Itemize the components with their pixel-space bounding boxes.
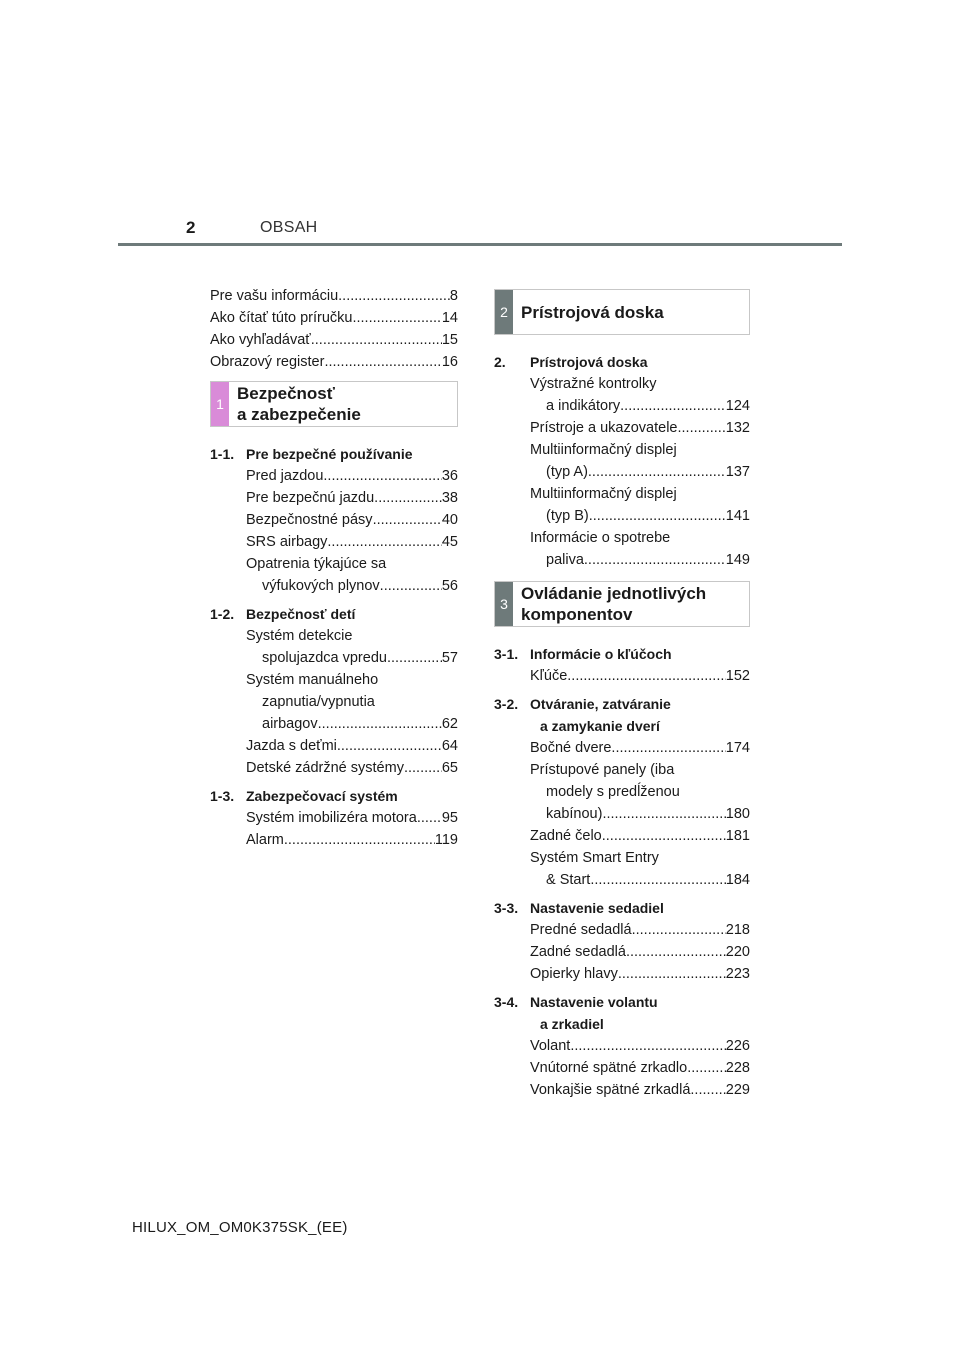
entry-page: 40 bbox=[441, 512, 458, 528]
entry-page: 180 bbox=[725, 806, 750, 822]
toc-entry-block[interactable] bbox=[494, 527, 750, 571]
entry-page: 218 bbox=[725, 922, 750, 938]
toc-entry[interactable] bbox=[210, 531, 458, 553]
section-box-2 bbox=[494, 289, 750, 335]
chapter-number: 3-4. bbox=[494, 994, 519, 1010]
toc-left-column bbox=[210, 285, 458, 851]
dot-leader bbox=[590, 869, 725, 891]
entry-page: 119 bbox=[434, 832, 458, 848]
entry-page: 56 bbox=[441, 578, 458, 594]
section-title-line: komponentov bbox=[521, 605, 633, 624]
entry-page: 132 bbox=[725, 420, 750, 436]
entry-title-line: Systém detekcie bbox=[246, 628, 353, 644]
header-rule bbox=[118, 243, 842, 246]
toc-entry[interactable] bbox=[494, 941, 750, 963]
entry-title: Vonkajšie spätné zrkadlá bbox=[530, 1082, 691, 1098]
entry-title-line: zapnutia/vypnutia bbox=[262, 694, 375, 710]
entry-page: 65 bbox=[441, 760, 458, 776]
chapter-number: 1-1. bbox=[210, 446, 235, 462]
entry-title: (typ A) bbox=[546, 464, 588, 480]
entry-page: 220 bbox=[725, 944, 750, 960]
toc-entry-block[interactable] bbox=[494, 1035, 750, 1057]
dot-leader bbox=[678, 417, 726, 439]
chapter-number: 3-2. bbox=[494, 696, 519, 712]
dot-leader bbox=[374, 487, 442, 509]
header-title: OBSAH bbox=[260, 219, 318, 236]
entry-page: 8 bbox=[449, 288, 458, 304]
toc-entry[interactable] bbox=[494, 461, 750, 483]
toc-entry-block[interactable] bbox=[494, 373, 750, 417]
section-title bbox=[513, 290, 672, 334]
toc-entry-block[interactable] bbox=[494, 759, 750, 825]
entry-title: Obrazový register bbox=[210, 354, 325, 370]
entry-title: Kľúče bbox=[530, 668, 568, 684]
chapter-title: Pre bezpečné používanie bbox=[246, 446, 413, 462]
page-header bbox=[0, 0, 960, 250]
toc-entry-block[interactable] bbox=[210, 465, 458, 487]
toc-entry-block[interactable] bbox=[494, 439, 750, 483]
dot-leader bbox=[417, 807, 442, 829]
entry-page: 226 bbox=[725, 1038, 750, 1054]
toc-entry[interactable] bbox=[494, 963, 750, 985]
toc-entry[interactable] bbox=[494, 803, 750, 825]
toc-right-column bbox=[494, 289, 750, 1101]
toc-entry[interactable] bbox=[210, 735, 458, 757]
toc-entry[interactable] bbox=[210, 487, 458, 509]
toc-entry-block[interactable] bbox=[494, 483, 750, 527]
entry-page: 124 bbox=[725, 398, 750, 414]
chapter-heading bbox=[494, 643, 750, 665]
chapter-heading bbox=[494, 693, 750, 715]
entry-page: 184 bbox=[725, 872, 750, 888]
dot-leader bbox=[584, 549, 726, 571]
toc-entry-block[interactable] bbox=[210, 669, 458, 735]
dot-leader bbox=[618, 963, 726, 985]
entry-title: výfukových plynov bbox=[262, 578, 380, 594]
entry-page: 228 bbox=[725, 1060, 750, 1076]
dot-leader bbox=[404, 757, 442, 779]
entry-title: Ako vyhľadávať bbox=[210, 332, 311, 348]
toc-entry-block[interactable] bbox=[494, 825, 750, 847]
toc-entry-block[interactable] bbox=[210, 509, 458, 531]
section-title-line: Prístrojová doska bbox=[521, 302, 664, 322]
toc-entry-block[interactable] bbox=[494, 417, 750, 439]
chapter-title: Prístrojová doska bbox=[530, 354, 648, 370]
section-title bbox=[513, 582, 714, 626]
entry-page: 223 bbox=[725, 966, 750, 982]
chapter-heading bbox=[494, 351, 750, 373]
entry-page: 181 bbox=[725, 828, 750, 844]
entry-title-line: modely s predĺženou bbox=[546, 784, 680, 800]
dot-leader bbox=[626, 941, 726, 963]
toc-entry[interactable] bbox=[210, 713, 458, 735]
toc-entry[interactable] bbox=[494, 919, 750, 941]
section-title-line: Ovládanie jednotlivých bbox=[521, 584, 707, 603]
entry-title: Bočné dvere bbox=[530, 740, 612, 756]
entry-page: 64 bbox=[441, 738, 458, 754]
toc-entry[interactable] bbox=[494, 737, 750, 759]
toc-entry[interactable] bbox=[494, 825, 750, 847]
chapter-heading bbox=[210, 785, 458, 807]
chapter-number: 1-3. bbox=[210, 788, 235, 804]
entry-title-line: Prístupové panely (iba bbox=[530, 762, 675, 778]
toc-entry[interactable] bbox=[210, 829, 458, 851]
section-number-tab: 1 bbox=[211, 382, 229, 426]
chapter-title: Otváranie, zatváranie bbox=[530, 696, 671, 712]
dot-leader bbox=[620, 395, 726, 417]
chapter-heading-cont bbox=[494, 715, 750, 737]
entry-page: 36 bbox=[441, 468, 458, 484]
entry-title-line: Systém manuálneho bbox=[246, 672, 379, 688]
toc-entry-block[interactable] bbox=[210, 487, 458, 509]
toc-entry[interactable] bbox=[494, 1035, 750, 1057]
section-box-3 bbox=[494, 581, 750, 627]
toc-entry-block[interactable] bbox=[210, 553, 458, 597]
entry-page: 15 bbox=[441, 332, 458, 348]
section-number-tab: 3 bbox=[495, 582, 513, 626]
entry-title-line: Výstražné kontrolky bbox=[530, 376, 657, 392]
entry-page: 45 bbox=[441, 534, 458, 550]
entry-page: 57 bbox=[441, 650, 458, 666]
toc-entry[interactable] bbox=[210, 307, 458, 329]
dot-leader bbox=[589, 505, 726, 527]
dot-leader bbox=[352, 307, 441, 329]
entry-title: (typ B) bbox=[546, 508, 589, 524]
toc-entry[interactable] bbox=[494, 665, 750, 687]
entry-page: 229 bbox=[725, 1082, 750, 1098]
entry-title: Vnútorné spätné zrkadlo bbox=[530, 1060, 688, 1076]
entry-title: & Start bbox=[546, 872, 591, 888]
toc-entry[interactable] bbox=[210, 465, 458, 487]
dot-leader bbox=[387, 647, 442, 669]
entry-title: Pred jazdou bbox=[246, 468, 324, 484]
toc-entry-block[interactable] bbox=[210, 807, 458, 829]
dot-leader bbox=[632, 919, 726, 941]
entry-title: Systém imobilizéra motora bbox=[246, 810, 417, 826]
dot-leader bbox=[602, 803, 725, 825]
chapter-number: 3-3. bbox=[494, 900, 519, 916]
entry-title: SRS airbagy bbox=[246, 534, 328, 550]
dot-leader bbox=[327, 531, 441, 553]
entry-title: kabínou) bbox=[546, 806, 603, 822]
dot-leader bbox=[687, 1057, 726, 1079]
chapter-heading bbox=[494, 897, 750, 919]
toc-entry[interactable] bbox=[210, 351, 458, 373]
entry-title: paliva bbox=[546, 552, 584, 568]
toc-entry-block[interactable] bbox=[494, 737, 750, 759]
dot-leader bbox=[318, 713, 442, 735]
dot-leader bbox=[570, 1035, 725, 1057]
toc-entry[interactable] bbox=[494, 1057, 750, 1079]
dot-leader bbox=[323, 465, 441, 487]
entry-page: 174 bbox=[725, 740, 750, 756]
chapter-title: Informácie o kľúčoch bbox=[530, 646, 672, 662]
toc-entry-block[interactable] bbox=[210, 829, 458, 851]
toc-entry[interactable] bbox=[210, 757, 458, 779]
dot-leader bbox=[588, 461, 726, 483]
page-number: 2 bbox=[186, 218, 196, 237]
toc-entry[interactable] bbox=[210, 329, 458, 351]
toc-entry[interactable] bbox=[494, 417, 750, 439]
entry-page: 152 bbox=[725, 668, 750, 684]
dot-leader bbox=[567, 665, 726, 687]
entry-title-line: Opatrenia týkajúce sa bbox=[246, 556, 387, 572]
toc-entry-block[interactable] bbox=[494, 1079, 750, 1101]
dot-leader bbox=[324, 351, 441, 373]
section-box-1 bbox=[210, 381, 458, 427]
dot-leader bbox=[380, 575, 442, 597]
entry-title-line: Systém Smart Entry bbox=[530, 850, 659, 866]
chapter-title: Nastavenie volantu bbox=[530, 994, 658, 1010]
toc-entry-block[interactable] bbox=[494, 847, 750, 891]
chapter-heading bbox=[494, 991, 750, 1013]
entry-title-line: Multiinformačný displej bbox=[530, 442, 677, 458]
toc-entry[interactable] bbox=[494, 395, 750, 417]
section-title bbox=[229, 382, 369, 426]
chapter-title: Nastavenie sedadiel bbox=[530, 900, 664, 916]
dot-leader bbox=[602, 825, 726, 847]
entry-title: airbagov bbox=[262, 716, 318, 732]
dot-leader bbox=[690, 1079, 725, 1101]
chapter-number: 3-1. bbox=[494, 646, 519, 662]
toc-entry[interactable] bbox=[494, 1079, 750, 1101]
chapter-title: Zabezpečovací systém bbox=[246, 788, 398, 804]
entry-title: Alarm bbox=[246, 832, 284, 848]
entry-page: 141 bbox=[725, 508, 750, 524]
chapter-heading bbox=[210, 603, 458, 625]
entry-title: Bezpečnostné pásy bbox=[246, 512, 373, 528]
entry-page: 16 bbox=[441, 354, 458, 370]
entry-title: Opierky hlavy bbox=[530, 966, 618, 982]
entry-page: 149 bbox=[725, 552, 750, 568]
entry-page: 137 bbox=[725, 464, 750, 480]
dot-leader bbox=[337, 735, 442, 757]
chapter-number: 2. bbox=[494, 354, 506, 370]
document-code: HILUX_OM_OM0K375SK_(EE) bbox=[132, 1219, 348, 1236]
dot-leader bbox=[284, 829, 435, 851]
toc-entry-block[interactable] bbox=[494, 963, 750, 985]
entry-page: 14 bbox=[441, 310, 458, 326]
entry-title: Jazda s deťmi bbox=[246, 738, 337, 754]
toc-entry[interactable] bbox=[494, 505, 750, 527]
chapter-number: 1-2. bbox=[210, 606, 235, 622]
chapter-heading bbox=[210, 443, 458, 465]
entry-title: Zadné sedadlá bbox=[530, 944, 626, 960]
dot-leader bbox=[373, 509, 442, 531]
entry-title-line: Informácie o spotrebe bbox=[530, 530, 671, 546]
entry-title: a indikátory bbox=[546, 398, 621, 414]
dot-leader bbox=[311, 329, 442, 351]
entry-title: Detské zádržné systémy bbox=[246, 760, 404, 776]
entry-page: 62 bbox=[441, 716, 458, 732]
toc-entry[interactable] bbox=[210, 647, 458, 669]
toc-entry[interactable] bbox=[494, 549, 750, 571]
toc-entry-block[interactable] bbox=[210, 625, 458, 669]
dot-leader bbox=[338, 285, 450, 307]
section-title-line: a zabezpečenie bbox=[237, 405, 361, 424]
entry-title: spolujazdca vpredu bbox=[262, 650, 387, 666]
toc-entry-block[interactable] bbox=[494, 919, 750, 941]
toc-entry[interactable] bbox=[210, 807, 458, 829]
toc-entry-block[interactable] bbox=[494, 1057, 750, 1079]
toc-entry-block[interactable] bbox=[210, 757, 458, 779]
toc-entry[interactable] bbox=[210, 575, 458, 597]
dot-leader bbox=[611, 737, 725, 759]
entry-title-line: Multiinformačný displej bbox=[530, 486, 677, 502]
entry-page: 38 bbox=[441, 490, 458, 506]
toc-entry-block[interactable] bbox=[210, 735, 458, 757]
section-number-tab: 2 bbox=[495, 290, 513, 334]
entry-title: Prístroje a ukazovatele bbox=[530, 420, 678, 436]
section-title-line: Bezpečnosť bbox=[237, 384, 335, 403]
entry-page: 95 bbox=[441, 810, 458, 826]
entry-title: Pre vašu informáciu bbox=[210, 288, 339, 304]
chapter-heading-cont bbox=[494, 1013, 750, 1035]
entry-title: Volant bbox=[530, 1038, 571, 1054]
entry-title: Zadné čelo bbox=[530, 828, 602, 844]
entry-title: Predné sedadlá bbox=[530, 922, 632, 938]
chapter-title: a zamykanie dverí bbox=[540, 718, 660, 734]
toc-entry-block[interactable] bbox=[494, 665, 750, 687]
entry-title: Ako čítať túto príručku bbox=[210, 310, 353, 326]
toc-entry[interactable] bbox=[210, 509, 458, 531]
chapter-title: a zrkadiel bbox=[540, 1016, 604, 1032]
toc-entry[interactable] bbox=[494, 869, 750, 891]
entry-title: Pre bezpečnú jazdu bbox=[246, 490, 375, 506]
toc-entry-block[interactable] bbox=[210, 531, 458, 553]
toc-entry[interactable] bbox=[210, 285, 458, 307]
toc-entry-block[interactable] bbox=[494, 941, 750, 963]
chapter-title: Bezpečnosť detí bbox=[246, 606, 356, 622]
